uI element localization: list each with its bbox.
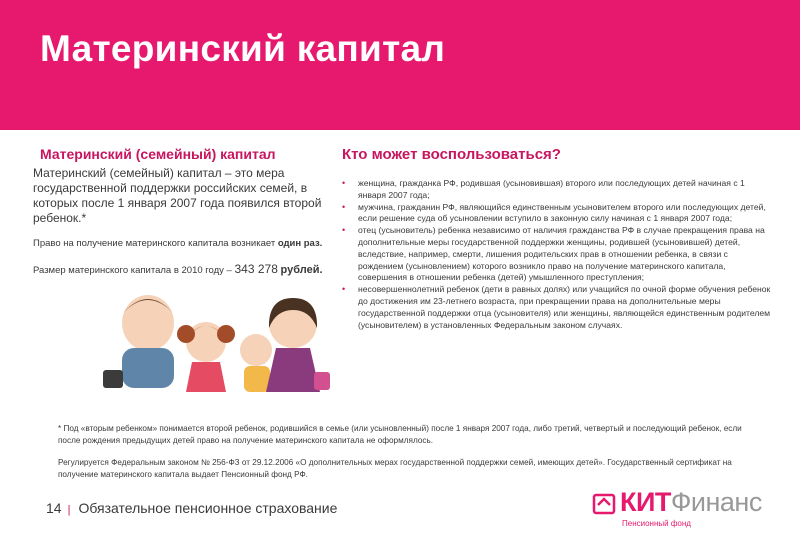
header-banner xyxy=(0,0,800,130)
regulation-note: Регулируется Федеральным законом № 256-ФЗ от 29.12.2006 «О дополнительных мерах государственной поддержки семей, имеющих детей». Государственный сертификат на получение материнского капитала выдает Пенсионный фонд РФ. xyxy=(58,458,732,479)
right-once-text xyxy=(33,237,333,250)
logo-subtitle: Пенсионный фонд xyxy=(622,519,691,528)
eligibility-item-text: женщина, гражданка РФ, родившая (усыновившая) второго или последующих детей начиная с 1 января 2007 года; xyxy=(358,178,745,200)
eligibility-item-text: несовершеннолетний ребенок (дети в равных долях) или учащийся по очной форме обучения ребенок до достижения им 23-летнего возраста, при прекращении права на дополнительные меры государственной поддержки отца (усыновителя) или женщины, являющейся единственным родителем (усыновителем) в установленных Федеральным законом случаях. xyxy=(358,284,771,330)
logo-brand-thin: Финанс xyxy=(670,487,762,517)
bullet-icon: • xyxy=(342,284,346,295)
eligibility-item-text: мужчина, гражданин РФ, являющийся единственным усыновителем второго или последующих детей, если решение суда об усыновлении вступило в законную силу начиная с 1 января 2007 года; xyxy=(358,201,766,224)
capital-size-text xyxy=(33,262,333,278)
bullet-icon: • xyxy=(342,178,346,188)
page-number: 14 xyxy=(46,500,62,516)
eligibility-item xyxy=(342,225,772,284)
logo-brand xyxy=(620,487,762,518)
capital-size-amount: 343 278 xyxy=(234,262,278,276)
footer-bar xyxy=(46,500,337,516)
eligibility-title: Кто может воспользоваться? xyxy=(342,146,561,163)
footnote: * Под «вторым ребенком» понимается второй ребенок, родившийся в семье (или усыновленный) после 1 января 2007 года, либо третий, четвертый и последующий ребенок, если после рождения предыдущих детей право на получение материнского капитала не оформлялось. xyxy=(58,424,742,445)
footer-section: Обязательное пенсионное страхование xyxy=(78,500,338,516)
family-illustration xyxy=(88,288,348,398)
left-section-title: Материнский (семейный) капитал xyxy=(40,146,276,162)
bullet-icon: • xyxy=(342,225,346,236)
capital-size-unit: рублей. xyxy=(280,264,323,276)
right-once-bold: один раз. xyxy=(277,238,323,249)
eligibility-item-text: отец (усыновитель) ребенка независимо от наличия гражданства РФ в случае прекращения права на дополнительные меры государственной поддержки женщины, родившей (усыновившей) детей, вследствие, например, смерти, лишения родительских прав в отношении ребенка, в связи с рождением (усыновлением) которого возникло право на получение материнского капитала, совершения в отношении ребенка (детей) умышленного преступления; xyxy=(358,225,765,283)
capital-size-prefix: Размер материнского капитала в 2010 году – xyxy=(33,265,235,276)
page-title: Материнский капитал xyxy=(40,28,446,69)
right-once-prefix: Право на получение материнского капитала возникает xyxy=(33,238,278,249)
eligibility-item xyxy=(342,178,772,202)
bullet-icon: • xyxy=(342,201,346,212)
eligibility-list xyxy=(342,178,772,331)
eligibility-item xyxy=(342,202,772,226)
kit-finance-logo xyxy=(592,487,772,537)
eligibility-item xyxy=(342,284,772,331)
logo-mark-icon xyxy=(592,491,618,517)
capital-definition: Материнский (семейный) капитал – это мера государственной поддержки российских семей, в которых после 1 января 2007 года появился второй ребенок.* xyxy=(33,166,322,225)
logo-brand-bold: КИТ xyxy=(620,487,671,517)
footer-separator: | xyxy=(67,504,71,516)
